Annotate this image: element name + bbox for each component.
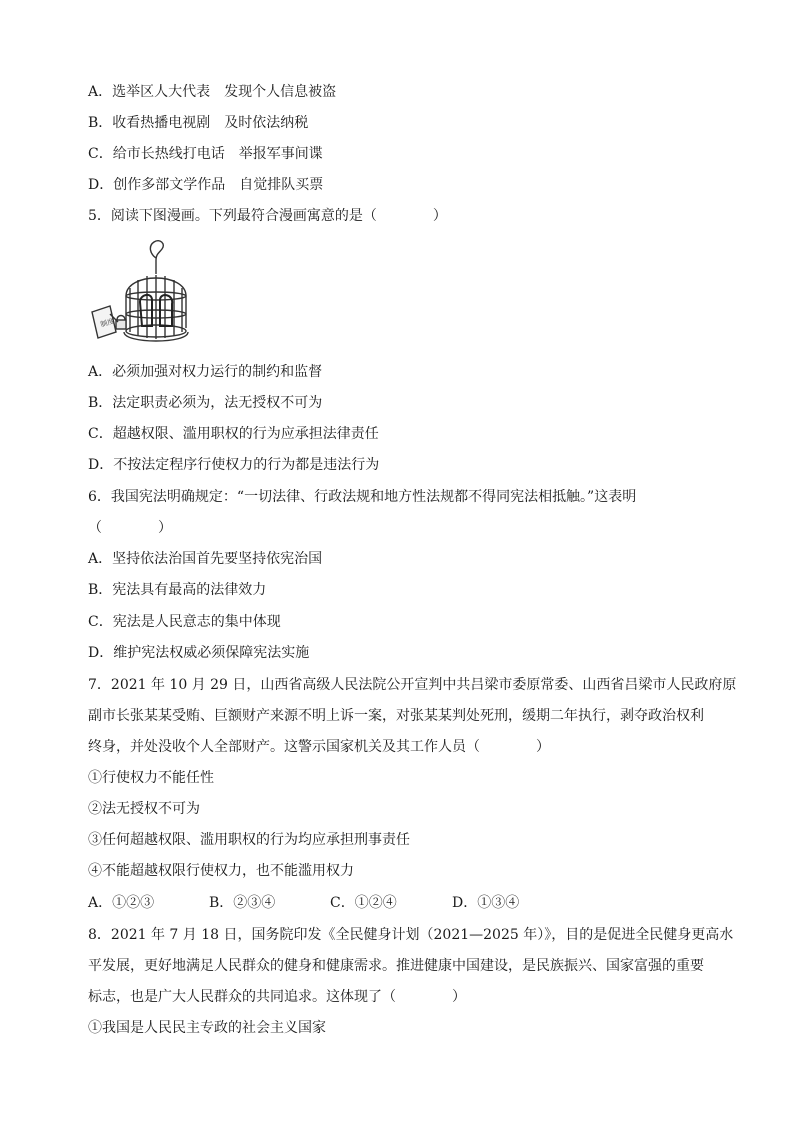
q5-option-c: C．超越权限、滥用职权的行为应承担法律责任 bbox=[88, 426, 379, 442]
q8-stem-line1: 8．2021 年 7 月 18 日，国务院印发《全民健身计划（2021—2025 年）》，目的是促进全民健身更高水 bbox=[88, 927, 734, 943]
q6-option-b: B．宪法具有最高的法律效力 bbox=[88, 582, 267, 598]
q7-statement-3: ③任何超越权限、滥用职权的行为均应承担刑事责任 bbox=[88, 832, 410, 848]
q7-choice-a: A．①②③ bbox=[88, 895, 155, 911]
caged-power-cartoon-image bbox=[86, 236, 198, 348]
q7-choices bbox=[88, 893, 519, 913]
q7-statement-2: ②法无授权不可为 bbox=[88, 801, 200, 817]
q4-option-d: D．创作多部文学作品 自觉排队买票 bbox=[88, 177, 324, 193]
q6-option-a: A．坚持依法治国首先要坚持依宪治国 bbox=[88, 551, 323, 567]
q5-option-b: B．法定职责必须为，法无授权不可为 bbox=[88, 395, 323, 411]
q7-stem-line1: 7．2021 年 10 月 29 日，山西省高级人民法院公开宣判中共吕梁市委原常委、山西省吕梁市人民政府原 bbox=[88, 677, 737, 693]
q4-option-b: B．收看热播电视剧 及时依法纳税 bbox=[88, 115, 309, 131]
q5-option-d: D．不按法定程序行使权力的行为都是违法行为 bbox=[88, 457, 380, 473]
cage-sign-text: 制度 bbox=[99, 317, 116, 329]
q8-stem-line3: 标志，也是广大人民群众的共同追求。这体现了（ ） bbox=[88, 989, 466, 1005]
q6-stem-line2: （ ） bbox=[88, 520, 172, 536]
q6-option-d: D．维护宪法权威必须保障宪法实施 bbox=[88, 645, 310, 661]
q4-option-a: A．选举区人大代表 发现个人信息被盗 bbox=[88, 84, 337, 100]
q6-option-c: C．宪法是人民意志的集中体现 bbox=[88, 614, 281, 630]
q7-statement-1: ①行使权力不能任性 bbox=[88, 770, 214, 786]
q7-stem-line2: 副市长张某某受贿、巨额财产来源不明上诉一案，对张某某判处死刑，缓期二年执行，剥夺政治权利 bbox=[88, 708, 704, 724]
q6-stem-line1: 6．我国宪法明确规定：“一切法律、行政法规和地方性法规都不得同宪法相抵触。”这表明 bbox=[88, 489, 637, 505]
q7-choice-c: C．①②④ bbox=[330, 895, 397, 911]
q8-stem-line2: 平发展，更好地满足人民群众的健身和健康需求。推进健康中国建设，是民族振兴、国家富强的重要 bbox=[88, 958, 704, 974]
q8-statement-1: ①我国是人民民主专政的社会主义国家 bbox=[88, 1020, 326, 1036]
q7-choice-d: D．①③④ bbox=[452, 895, 520, 911]
q5-option-a: A．必须加强对权力运行的制约和监督 bbox=[88, 364, 323, 380]
q7-stem-line3: 终身，并处没收个人全部财产。这警示国家机关及其工作人员（ ） bbox=[88, 739, 550, 755]
q5-stem: 5．阅读下图漫画。下列最符合漫画寓意的是（ ） bbox=[88, 208, 447, 224]
q7-statement-4: ④不能超越权限行使权力，也不能滥用权力 bbox=[88, 863, 354, 879]
q4-option-c: C．给市长热线打电话 举报军事间谍 bbox=[88, 146, 323, 162]
q7-choice-b: B．②③④ bbox=[209, 895, 276, 911]
